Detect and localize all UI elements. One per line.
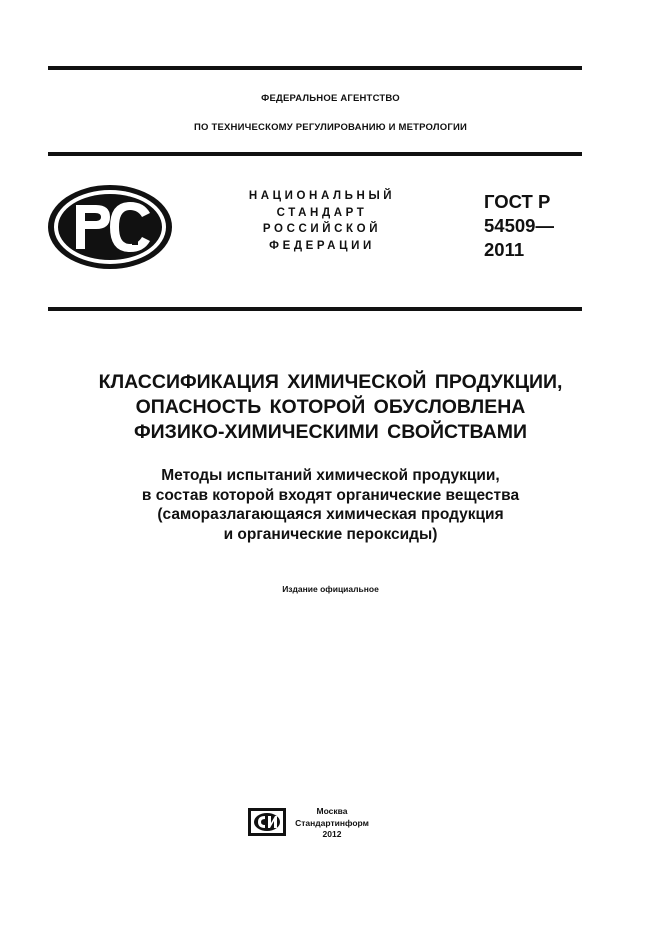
top-rule <box>48 66 582 70</box>
agency-name-line2: ПО ТЕХНИЧЕСКОМУ РЕГУЛИРОВАНИЮ И МЕТРОЛОГИИ <box>194 122 467 133</box>
subtitle-line4: и органические пероксиды) <box>223 525 438 543</box>
rst-logo-icon <box>46 183 174 271</box>
document-title <box>0 370 661 445</box>
national-standard-line3: РОССИЙСКОЙ <box>262 223 382 235</box>
subtitle-line3: (саморазлагающаяся химическая продукция <box>157 506 504 523</box>
national-standard-line1: НАЦИОНАЛЬНЫЙ <box>248 190 396 202</box>
header-rule <box>48 152 582 156</box>
standartinform-logo-icon <box>247 807 287 837</box>
gost-designation <box>484 190 554 262</box>
national-standard-label <box>232 188 412 254</box>
section-rule <box>48 307 582 311</box>
title-line3: ФИЗИКО-ХИМИЧЕСКИМИ СВОЙСТВАМИ <box>134 421 527 443</box>
national-standard-line2: СТАНДАРТ <box>276 206 368 219</box>
edition-note: Издание официальное <box>282 584 379 594</box>
subtitle-line1: Методы испытаний химической продукции, <box>161 467 500 484</box>
national-standard-line4: ФЕДЕРАЦИИ <box>269 239 375 252</box>
title-line1: КЛАССИФИКАЦИЯ ХИМИЧЕСКОЙ ПРОДУКЦИИ, <box>98 371 563 393</box>
publisher-city: Москва <box>316 806 348 816</box>
gost-line2: 54509— <box>484 215 554 236</box>
agency-name-line1: ФЕДЕРАЛЬНОЕ АГЕНТСТВО <box>261 93 400 104</box>
publisher-year: 2012 <box>322 829 342 839</box>
publisher-info <box>292 806 372 841</box>
subtitle-line2: в состав которой входят органические вещества <box>141 486 520 504</box>
document-subtitle <box>0 466 661 544</box>
gost-line3: 2011 <box>484 239 525 260</box>
title-line2: ОПАСНОСТЬ КОТОРОЙ ОБУСЛОВЛЕНА <box>135 396 526 418</box>
publisher-name: Стандартинформ <box>295 817 369 828</box>
gost-line1: ГОСТ Р <box>484 191 551 212</box>
